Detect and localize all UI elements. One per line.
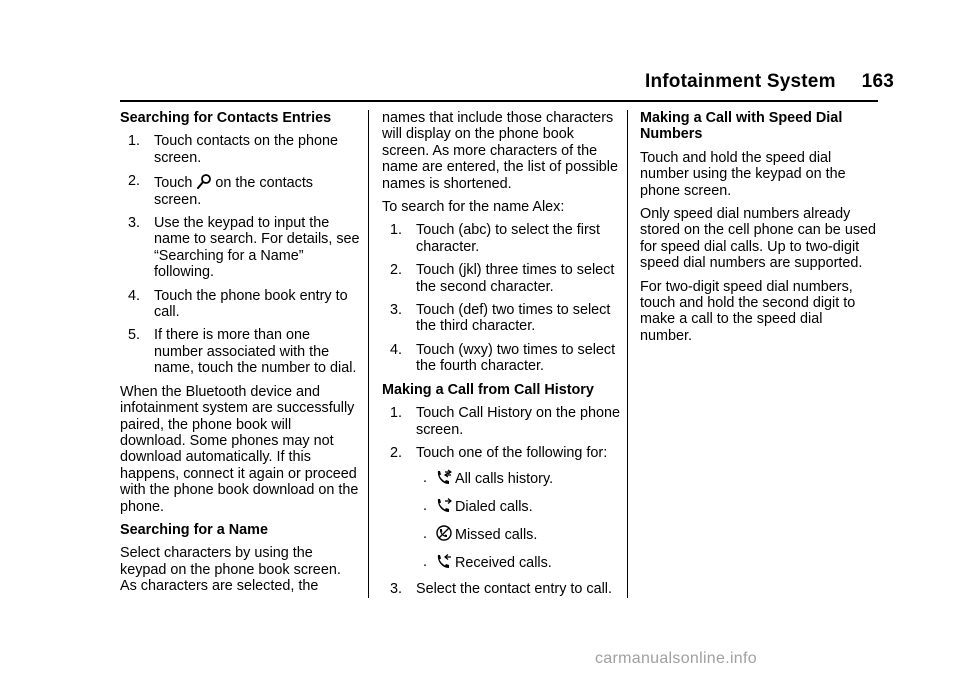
watermark: carmanualsonline.info xyxy=(595,650,757,667)
heading-searching-name: Searching for a Name xyxy=(120,521,268,538)
list-item: . All calls history. xyxy=(423,470,554,488)
section-title: Infotainment System xyxy=(645,71,836,92)
list-item: 2. Touch one of the following for: . All calls history. . Dialed calls. . Missed calls. . Received calls. xyxy=(382,445,622,573)
heading-call-history: Making a Call from Call History xyxy=(382,381,594,398)
column-3 xyxy=(640,110,878,351)
list-item: 1. Touch (abc) to select the first character. xyxy=(390,222,600,255)
paragraph-search-alex: To search for the name Alex: xyxy=(382,199,565,216)
list-item: 4. Touch (wxy) two times to select the fourth character. xyxy=(390,341,616,375)
paragraph-touch-hold: Touch and hold the speed dial number using the keypad on the phone screen. xyxy=(640,149,846,199)
paragraph-two-digit: For two-digit speed dial numbers, touch and hold the second digit to make a call to the speed dial number. xyxy=(640,278,856,344)
list-item: . Received calls. xyxy=(423,554,552,572)
list-item: . Dialed calls. xyxy=(423,498,533,516)
missed-calls-icon xyxy=(436,525,452,541)
list-item: . Missed calls. xyxy=(423,526,538,544)
list-item: 1. Touch Call History on the phone screen. xyxy=(390,405,620,438)
list-item: 3. Touch (def) two times to select the third character. xyxy=(390,302,611,335)
contacts-steps xyxy=(120,133,360,376)
header-rule xyxy=(120,100,878,102)
paragraph-bluetooth: When the Bluetooth device and infotainment system are successfully paired, the phone book will download. Some phones may not download automatically. If this happens, connect it again or proceed with the phone book download on the phone. xyxy=(120,383,359,515)
list-item: 3. Select the contact entry to call. xyxy=(390,581,612,598)
search-icon xyxy=(196,173,212,189)
call-type-bullets xyxy=(382,469,622,573)
list-item: 2. Touch on the contacts screen. xyxy=(128,173,314,208)
list-item: 2. Touch (jkl) three times to select the second character. xyxy=(390,262,615,295)
list-item: 1. Touch contacts on the phone screen. xyxy=(128,133,339,166)
heading-searching-contacts: Searching for Contacts Entries xyxy=(120,110,332,126)
column-2 xyxy=(382,110,622,605)
paragraph-names-display: names that include those characters will display on the phone book screen. As more characters of the name are entered, the list of possible names is shortened. xyxy=(382,110,618,192)
received-calls-icon xyxy=(436,553,452,569)
call-history-steps xyxy=(382,405,622,598)
all-calls-icon xyxy=(436,469,452,485)
page-header xyxy=(645,71,894,93)
heading-speed-dial: Making a Call with Speed Dial Numbers xyxy=(640,110,843,143)
alex-steps xyxy=(382,222,622,374)
column-divider xyxy=(627,110,628,598)
paragraph-stored-numbers: Only speed dial numbers already stored on the cell phone can be used for speed dial calls. Up to two-digit speed dial numbers are supported. xyxy=(640,206,877,272)
column-1 xyxy=(120,110,360,602)
list-item: 4. Touch the phone book entry to call. xyxy=(128,287,348,321)
dialed-calls-icon xyxy=(436,497,452,513)
list-item: 5. If there is more than one number associated with the name, touch the number to dial. xyxy=(128,327,357,377)
list-item: 3. Use the keypad to input the name to search. For details, see “Searching for a Name” following. xyxy=(128,215,360,281)
page-number: 163 xyxy=(861,71,894,92)
paragraph-select-characters: Select characters by using the keypad on the phone book screen. As characters are selected, the xyxy=(120,545,341,595)
column-divider xyxy=(368,110,369,598)
